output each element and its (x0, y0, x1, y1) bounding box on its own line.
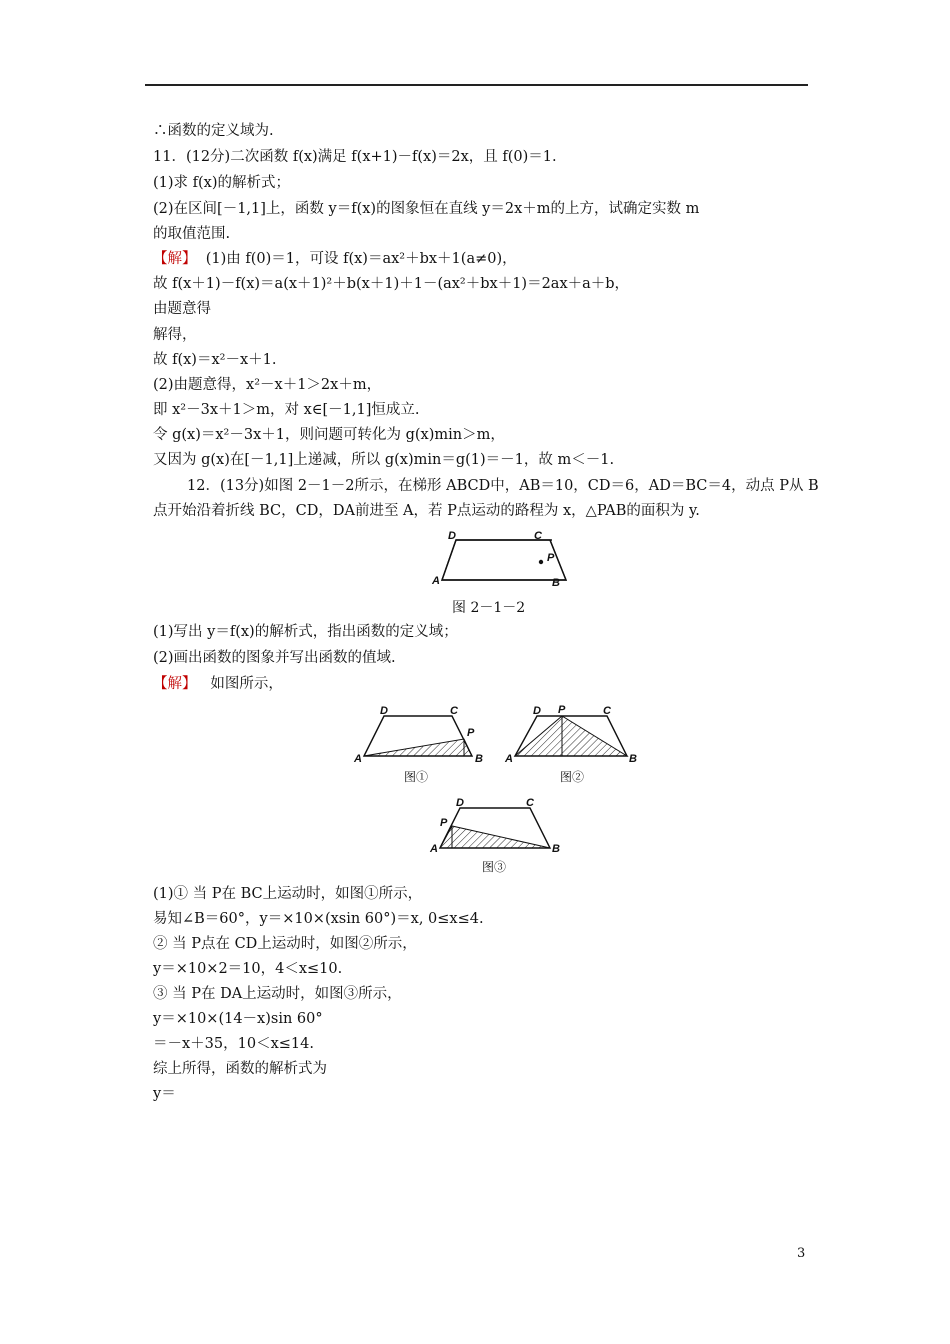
header-rule (145, 84, 808, 86)
trapezoid-figure (430, 530, 560, 590)
text-line: 故 f(x＋1)－f(x)＝a(x＋1)²＋b(x＋1)＋1－(ax²＋bx＋1)＝2ax＋a＋b， (153, 276, 630, 292)
text-line: 解得， (153, 327, 197, 343)
text-line: 故 f(x)＝x²－x＋1. (153, 352, 277, 368)
solution-text: (1)由 f(0)＝1，可设 f(x)＝ax²＋bx＋1(a≠0)， (205, 251, 517, 267)
text-line: 由题意得 (153, 301, 211, 317)
label-d: D (380, 705, 388, 717)
problem-12-part1: (1)写出 y＝f(x)的解析式，指出函数的定义域； (153, 624, 458, 640)
label-c: C (526, 797, 534, 809)
label-c: C (534, 530, 542, 542)
label-p: P (547, 552, 555, 564)
label-d: D (448, 530, 456, 542)
label-d: D (456, 797, 464, 809)
figure-caption: 图 2－1－2 (452, 600, 526, 616)
figure-3 (428, 796, 568, 866)
label-p: P (440, 817, 448, 829)
label-a: A (430, 843, 438, 855)
problem-12-part2: (2)画出函数的图象并写出函数的值域. (153, 650, 396, 666)
label-c: C (603, 705, 611, 717)
figure-2-caption: 图② (560, 770, 585, 784)
text-line: y＝×10×(14－x)sin 60° (153, 1011, 323, 1027)
figure-1 (352, 704, 492, 774)
label-a: A (505, 753, 513, 765)
solution-text: 如图所示， (210, 676, 283, 692)
text-line: y＝ (153, 1086, 176, 1102)
label-b: B (552, 577, 560, 589)
figure-2 (505, 704, 645, 774)
solution-tag: 【解】 (153, 676, 197, 692)
text-line: 又因为 g(x)在[－1,1]上递减，所以 g(x)min＝g(1)＝－1，故 m＜－1. (153, 452, 615, 468)
solution-12-line (153, 674, 283, 694)
label-p: P (467, 727, 475, 739)
text-line: 易知∠B＝60°，y＝×10×(xsin 60°)＝x, 0≤x≤4. (153, 911, 484, 927)
text-line: (1)① 当 P在 BC上运动时，如图①所示， (153, 886, 423, 902)
text-line: 综上所得，函数的解析式为 (153, 1061, 327, 1077)
label-d: D (533, 705, 541, 717)
label-a: A (432, 575, 440, 587)
figure-3-caption: 图③ (482, 860, 507, 874)
text-line: (2)由题意得，x²－x＋1＞2x＋m， (153, 377, 382, 393)
figure-1-caption: 图① (404, 770, 429, 784)
text-line: ② 当 P点在 CD上运动时，如图②所示， (153, 936, 417, 952)
solution-tag: 【解】 (153, 251, 197, 267)
problem-11-statement: 11．(12分)二次函数 f(x)满足 f(x+1)－f(x)＝2x，且 f(0)＝1. (153, 149, 557, 165)
label-c: C (450, 705, 458, 717)
text-line: 令 g(x)＝x²－3x＋1，则问题可转化为 g(x)min＞m， (153, 427, 505, 443)
label-b: B (552, 843, 560, 855)
text-line: ③ 当 P在 DA上运动时，如图③所示， (153, 986, 402, 1002)
label-b: B (475, 753, 483, 765)
label-p: P (558, 704, 566, 716)
text-line: ∴函数的定义域为. (153, 123, 274, 139)
label-b: B (629, 753, 637, 765)
problem-12-statement-cont: 点开始沿着折线 BC，CD，DA前进至 A，若 P点运动的路程为 x，△PAB的面积为 y. (153, 503, 700, 519)
text-line: 即 x²－3x＋1＞m，对 x∈[－1,1]恒成立. (153, 402, 420, 418)
problem-12-statement: 12．(13分)如图 2－1－2所示，在梯形 ABCD中，AB＝10，CD＝6，AD＝BC＝4，动点 P从 B (187, 478, 819, 494)
problem-11-part1: (1)求 f(x)的解析式； (153, 175, 291, 191)
text-line: y＝×10×2＝10，4＜x≤10. (153, 961, 343, 977)
problem-11-part2-cont: 的取值范围. (153, 226, 231, 242)
problem-11-part2: (2)在区间[－1,1]上，函数 y＝f(x)的图象恒在直线 y＝2x＋m的上方，试确定实数 m (153, 201, 700, 217)
solution-11-line (153, 249, 517, 269)
page-number: 3 (797, 1246, 806, 1261)
label-a: A (354, 753, 362, 765)
text-line: ＝－x＋35，10＜x≤14. (153, 1036, 314, 1052)
